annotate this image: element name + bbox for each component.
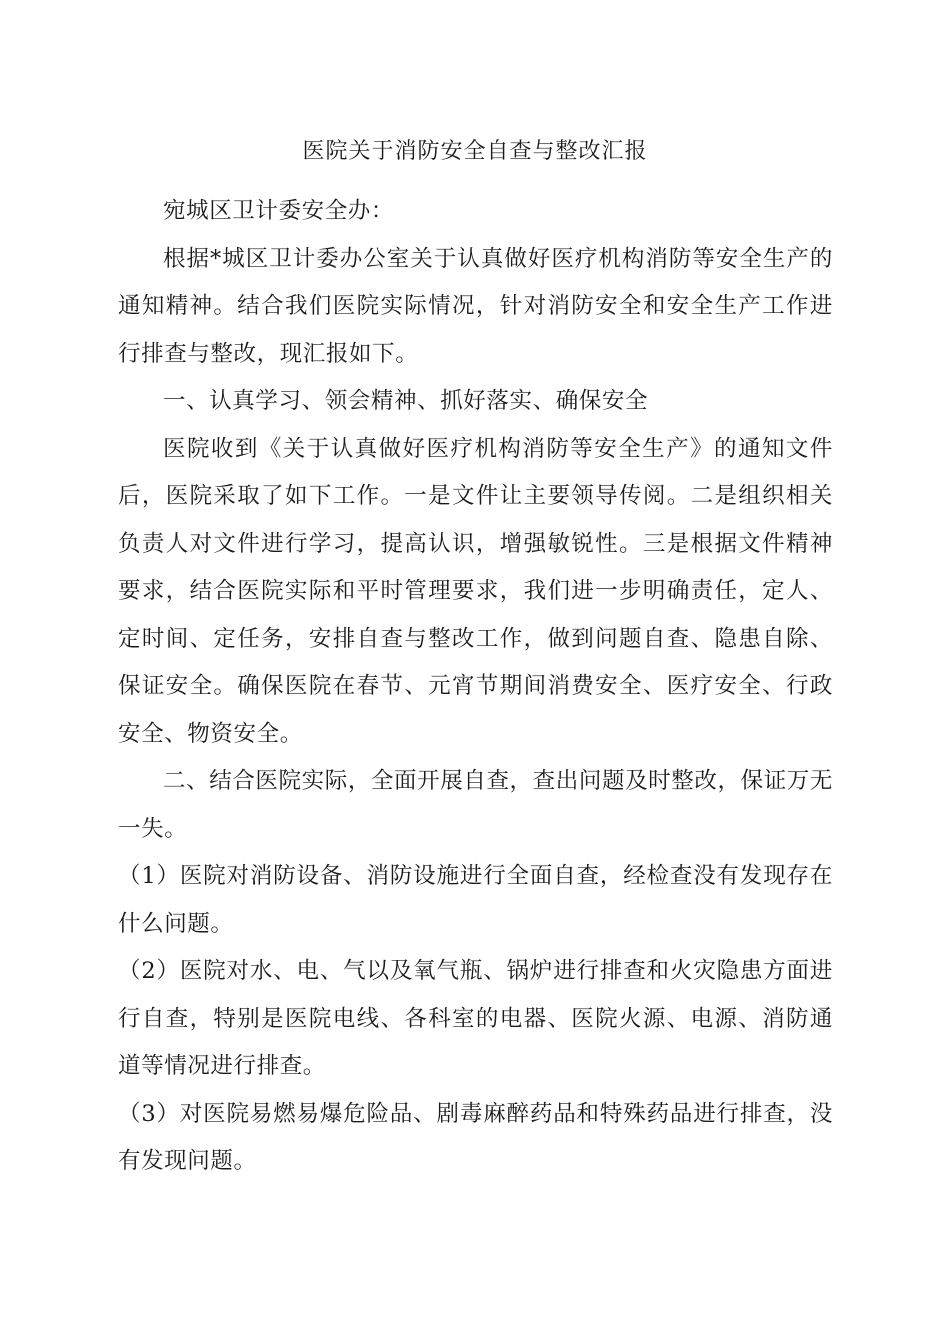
paragraph-section-1: 医院收到《关于认真做好医疗机构消防等安全生产》的通知文件后，医院采取了如下工作。一是文件让主要领导传阅。二是组织相关负责人对文件进行学习，提高认识，增强敏锐性。三是根据文件精神要求，结合医院实际和平时管理要求，我们进一步明确责任，定人、定时间、定任务，安排自查与整改工作，做到问题自查、隐患自除、保证安全。确保医院在春节、元宵节期间消费安全、医疗安全、行政安全、物资安全。 (118, 435, 833, 747)
section-heading-1: 一、认真学习、领会精神、抓好落实、确保安全 (163, 388, 649, 414)
list-item-3: （3）对医院易燃易爆危险品、剧毒麻醉药品和特殊药品进行排查，没有发现问题。 (118, 1100, 833, 1174)
list-item-1: （1）医院对消防设备、消防设施进行全面自查，经检查没有发现存在什么问题。 (118, 863, 833, 937)
section-heading-2: 二、结合医院实际，全面开展自查，查出问题及时整改，保证万无一失。 (118, 768, 833, 842)
document-body (118, 188, 833, 1186)
document-title: 医院关于消防安全自查与整改汇报 (302, 139, 648, 164)
list-item-2: （2）医院对水、电、气以及氧气瓶、锅炉进行排查和火灾隐患方面进行自查，特别是医院电线、各科室的电器、医院火源、电源、消防通道等情况进行排查。 (118, 958, 833, 1079)
paragraph-intro: 根据*城区卫计委办公室关于认真做好医疗机构消防等安全生产的通知精神。结合我们医院实际情况，针对消防安全和安全生产工作进行排查与整改，现汇报如下。 (118, 245, 833, 367)
salutation: 宛城区卫计委安全办： (163, 198, 395, 224)
